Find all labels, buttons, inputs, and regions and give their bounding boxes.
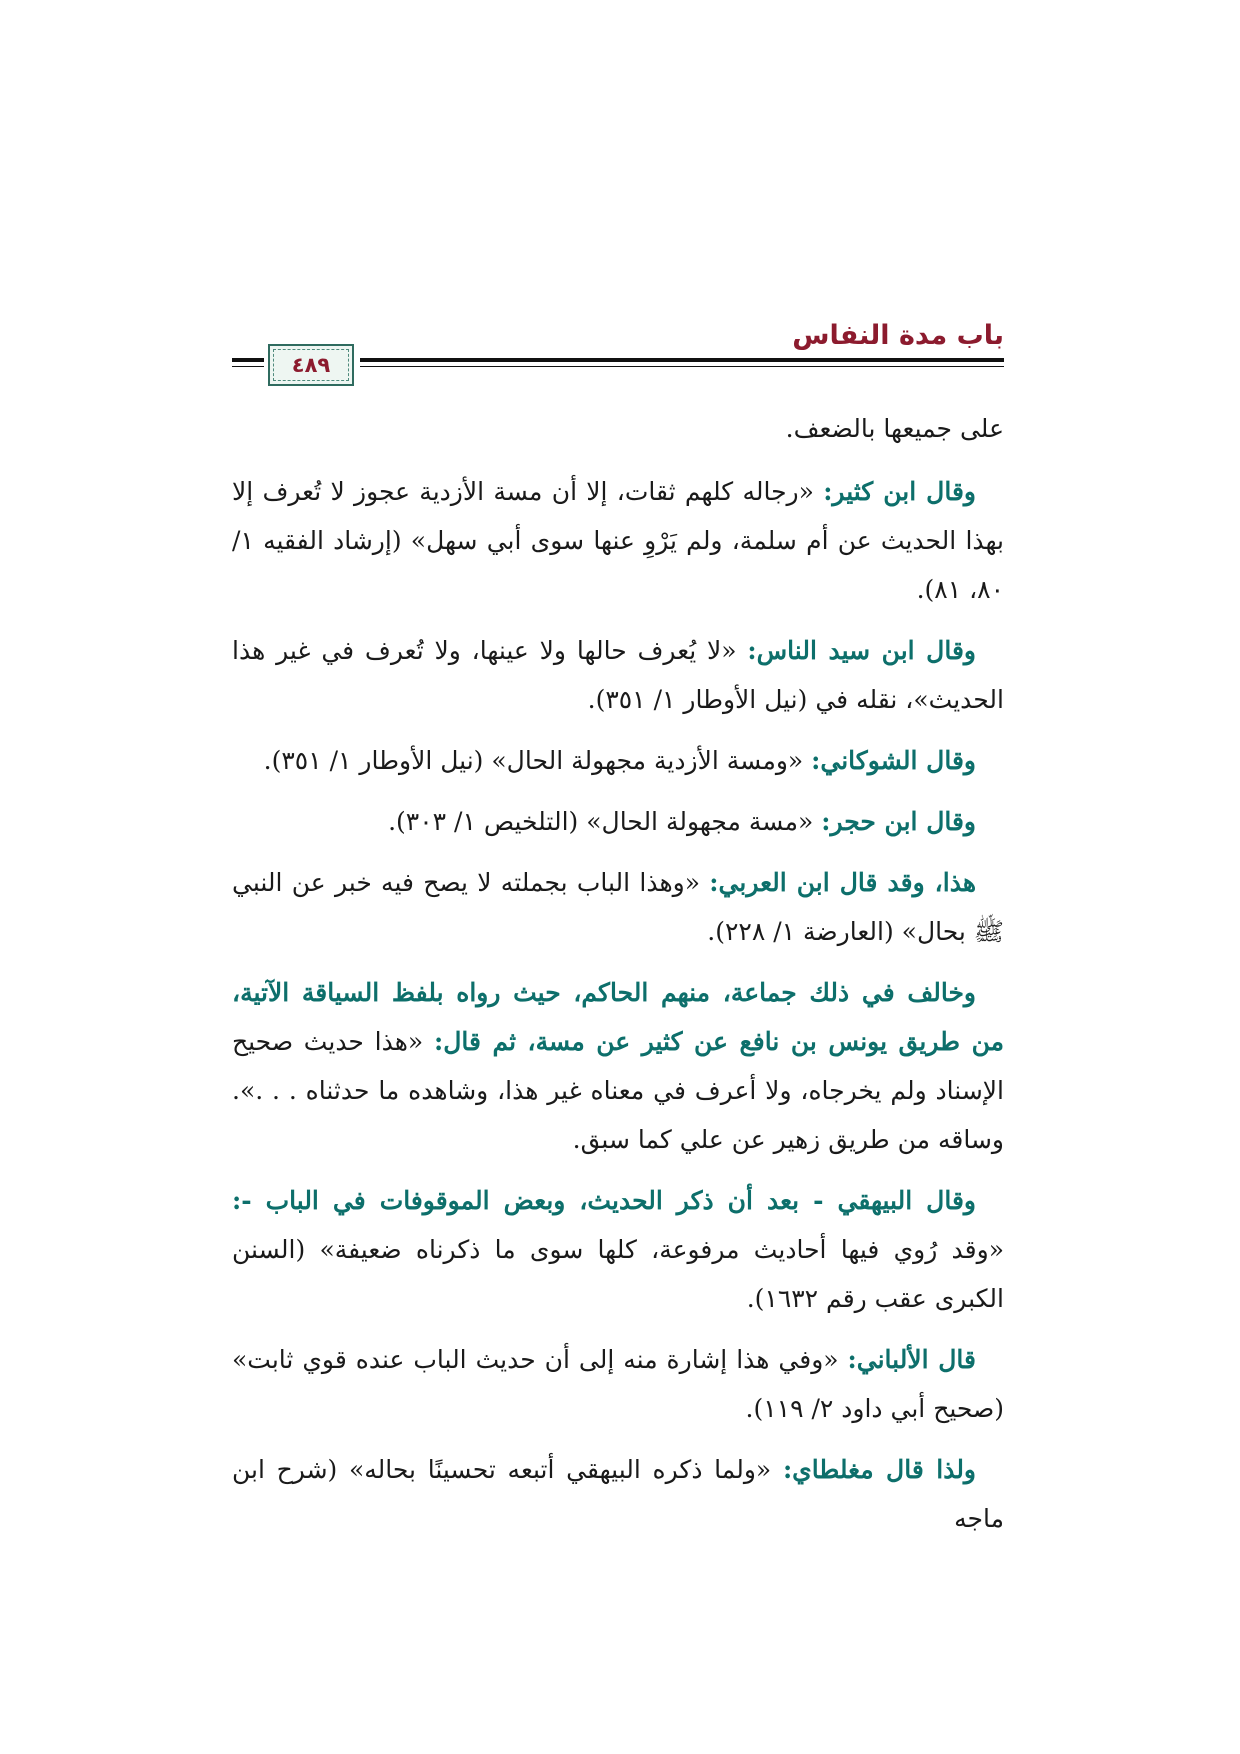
- paragraph-5: [232, 858, 1004, 956]
- paragraph-text: «وقد رُوي فيها أحاديث مرفوعة، كلها سوى ما ذكرناه ضعيفة» (السنن الكبرى عقب رقم ١٦٣٢).: [232, 1235, 1005, 1313]
- paragraph-text: «رجاله كلهم ثقات، إلا أن مسة الأزدية عجوز لا تُعرف إلا بهذا الحديث عن أم سلمة، ولم يَرْوِ عنها سوى أبي سهل» (إرشاد الفقيه ١/ ٨٠، ٨١).: [232, 477, 1004, 604]
- header-rule-end: [232, 358, 264, 362]
- paragraph-4: [232, 797, 1004, 846]
- paragraph-text: «وفي هذا إشارة منه إلى أن حديث الباب عنده قوي ثابت» (صحيح أبي داود ٢/ ١١٩).: [232, 1345, 1004, 1423]
- paragraph-text: «هذا حديث صحيح الإسناد ولم يخرجاه، ولا أعرف في معناه غير هذا، وشاهده ما حدثناه . . .». وساقه من طريق زهير عن علي كما سبق.: [232, 1027, 1004, 1154]
- paragraph-6: [232, 968, 1004, 1164]
- page-body: [232, 404, 1004, 1555]
- paragraph-text: «لا يُعرف حالها ولا عينها، ولا تُعرف في غير هذا الحديث»، نقله في (نيل الأوطار ١/ ٣٥١).: [232, 636, 1004, 714]
- header-rule: [360, 358, 1004, 362]
- paragraph-lead: قال الألباني:: [847, 1345, 976, 1374]
- paragraph-text: على جميعها بالضعف.: [785, 414, 1004, 443]
- paragraph-3: [232, 736, 1004, 785]
- page-number: ٤٨٩: [291, 353, 331, 377]
- paragraph-text: «وهذا الباب بجملته لا يصح فيه خبر عن النبي ﷺ بحال» (العارضة ١/ ٢٢٨).: [232, 868, 1004, 946]
- paragraph-text: «مسة مجهولة الحال» (التلخيص ١/ ٣٠٣).: [388, 807, 822, 836]
- paragraph-lead: ولذا قال مغلطاي:: [782, 1455, 977, 1484]
- paragraph-8: [232, 1335, 1004, 1433]
- paragraph-lead: وقال ابن سيد الناس:: [747, 636, 976, 665]
- page-number-frame: [268, 344, 354, 386]
- paragraph-7: [232, 1176, 1004, 1323]
- paragraph-lead: وقال الشوكاني:: [811, 746, 976, 775]
- paragraph-9: [232, 1445, 1004, 1543]
- paragraph-text: «ولما ذكره البيهقي أتبعه تحسينًا بحاله» (شرح ابن ماجه: [232, 1455, 1004, 1533]
- paragraph-lead: وخالف في ذلك جماعة، منهم الحاكم، حيث رواه بلفظ السياقة الآتية، من طريق يونس بن نافع عن كثير عن مسة، ثم قال:: [232, 978, 1004, 1056]
- paragraph-text: «ومسة الأزدية مجهولة الحال» (نيل الأوطار ١/ ٣٥١).: [263, 746, 812, 775]
- book-page: [232, 0, 1004, 1754]
- paragraph-0: [232, 404, 1004, 453]
- paragraph-lead: وقال ابن حجر:: [821, 807, 976, 836]
- paragraph-lead: وقال ابن كثير:: [823, 477, 976, 506]
- paragraph-2: [232, 626, 1004, 724]
- paragraph-lead: هذا، وقد قال ابن العربي:: [709, 868, 976, 897]
- paragraph-lead: وقال البيهقي - بعد أن ذكر الحديث، وبعض الموقوفات في الباب -:: [232, 1186, 976, 1215]
- chapter-title: باب مدة النفاس: [792, 320, 1004, 351]
- page-header: [232, 318, 1004, 390]
- paragraph-1: [232, 467, 1004, 614]
